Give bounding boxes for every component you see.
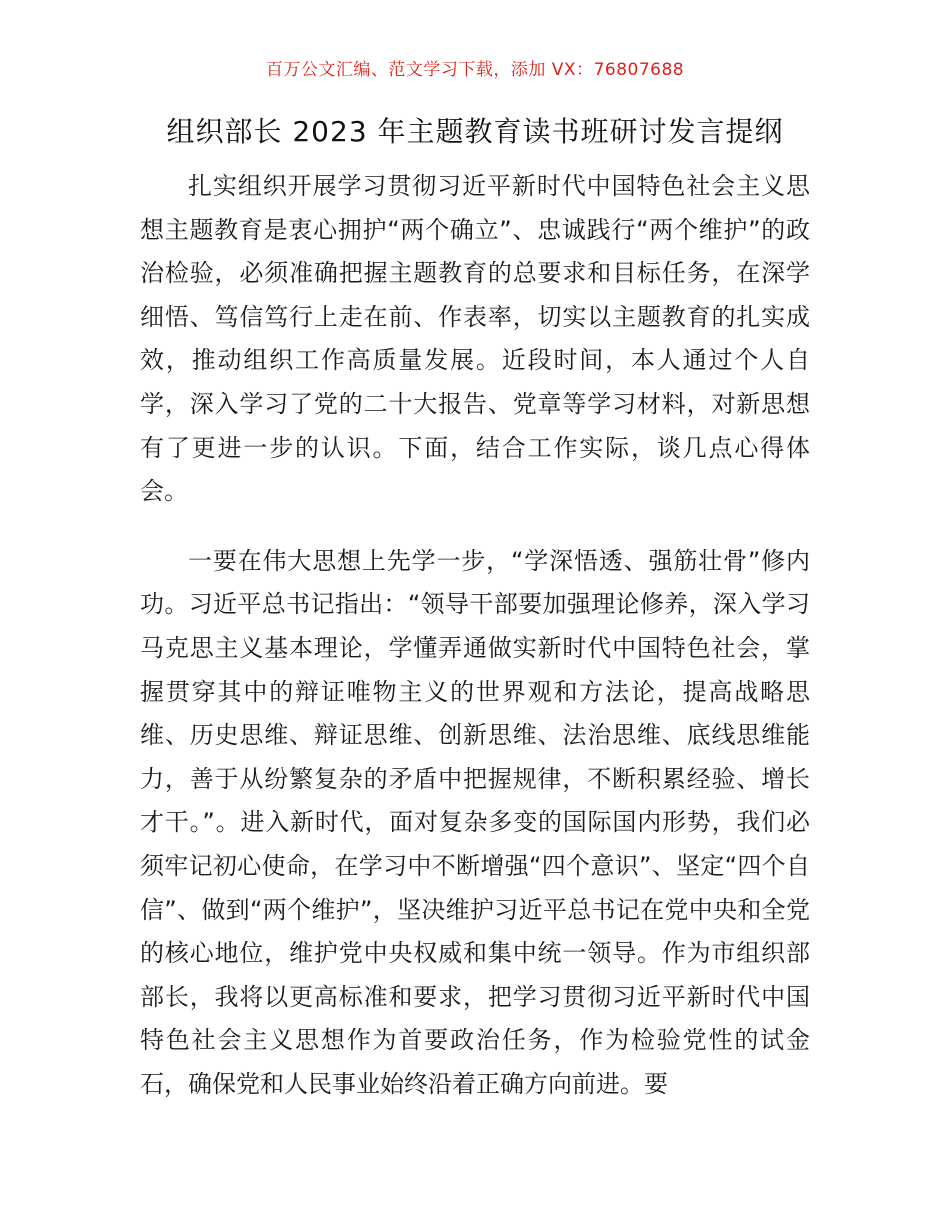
document-title: 组织部长 2023 年主题教育读书班研讨发言提纲 bbox=[166, 115, 784, 148]
paragraph-intro: 扎实组织开展学习贯彻习近平新时代中国特色社会主义思想主题教育是衷心拥护“两个确立”、忠诚践行“两个维护”的政治检验，必须准确把握主题教育的总要求和目标任务，在深学细悟、笃信笃行上走在前、作表率，切实以主题教育的扎实成效，推动组织工作高质量发展。近段时间，本人通过个人自学，深入学习了党的二十大报告、党章等学习材料，对新思想有了更进一步的认识。下面，结合工作实际，谈几点心得体会。 bbox=[140, 172, 810, 506]
header-banner: 百万公文汇编、范文学习下载，添加 VX：76807688 bbox=[265, 60, 685, 80]
document-body bbox=[140, 165, 810, 1106]
paragraph-point-one: 一要在伟大思想上先学一步，“学深悟透、强筋壮骨”修内功。习近平总书记指出：“领导干部要加强理论修养，深入学习马克思主义基本理论，学懂弄通做实新时代中国特色社会，掌握贯穿其中的辩证唯物主义的世界观和方法论，提高战略思维、历史思维、辩证思维、创新思维、法治思维、底线思维能力，善于从纷繁复杂的矛盾中把握规律，不断积累经验、增长才干。”。进入新时代，面对复杂多变的国际国内形势，我们必须牢记初心使命，在学习中不断增强“四个意识”、坚定“四个自信”、做到“两个维护”，坚决维护习近平总书记在党中央和全党的核心地位，维护党中央权威和集中统一领导。作为市组织部部长，我将以更高标准和要求，把学习贯彻习近平新时代中国特色社会主义思想作为首要政治任务，作为检验党性的试金石，确保党和人民事业始终沿着正确方向前进。要 bbox=[140, 546, 810, 1098]
